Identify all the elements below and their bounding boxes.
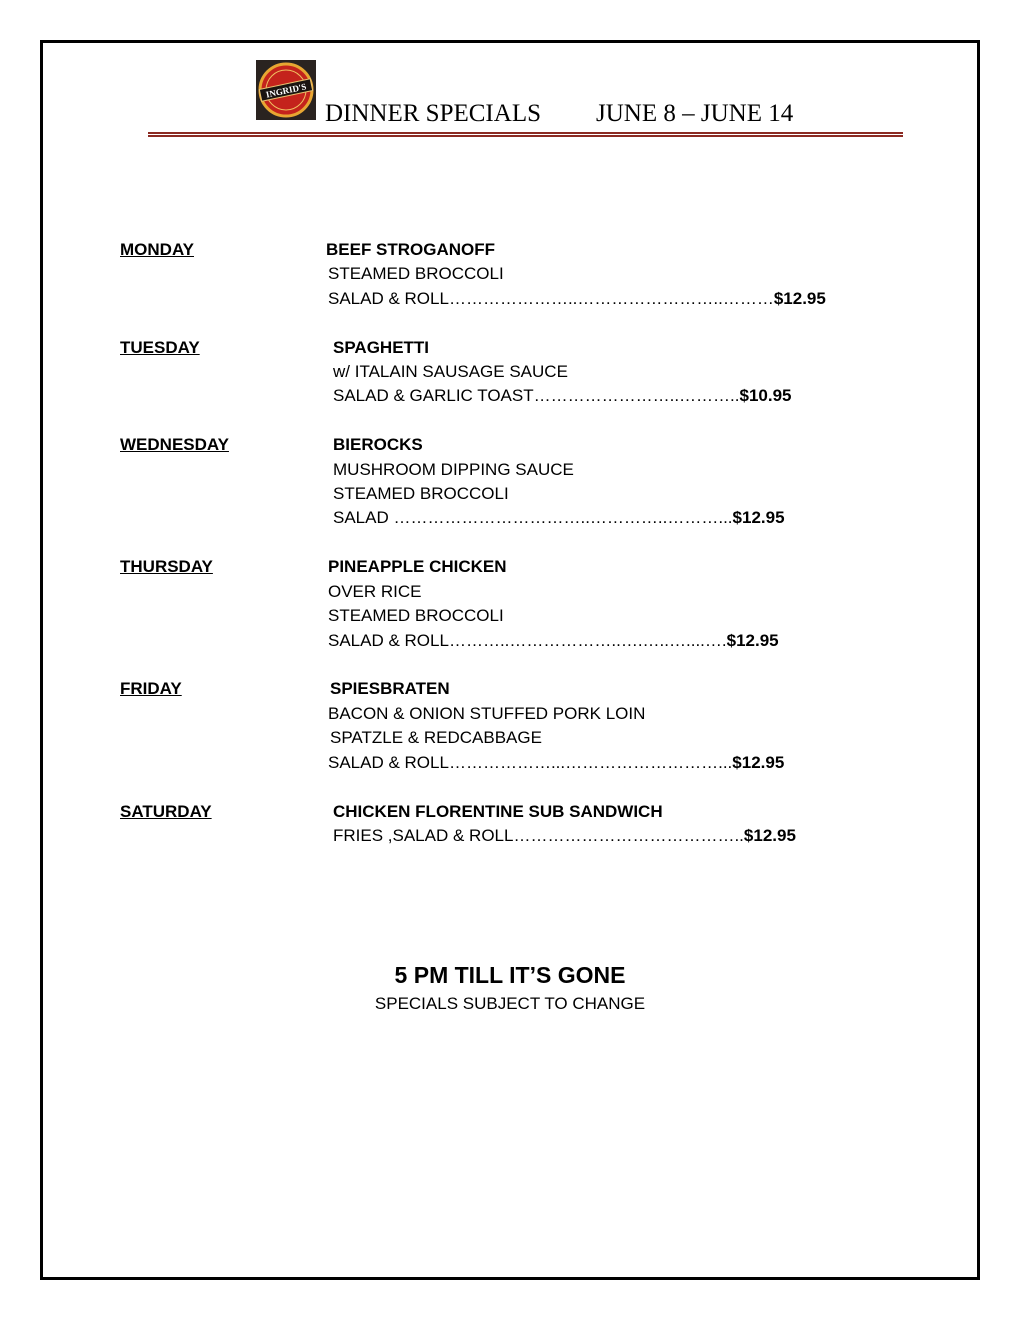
side-line: MUSHROOM DIPPING SAUCE: [333, 460, 574, 479]
price-friday: $12.95: [732, 753, 785, 772]
page-border: [40, 40, 980, 1280]
price-tuesday: $10.95: [739, 386, 792, 405]
price-saturday: $12.95: [743, 826, 796, 845]
side-line: STEAMED BROCCOLI: [328, 606, 504, 625]
side-line: SPATZLE & REDCABBAGE: [330, 728, 542, 747]
dish-monday: BEEF STROGANOFF: [326, 240, 496, 259]
price-thursday: $12.95: [726, 631, 779, 650]
day-thursday: THURSDAY: [120, 557, 213, 576]
disclaimer: SPECIALS SUBJECT TO CHANGE: [374, 994, 646, 1013]
side-line: SALAD & ROLL…………………..……………………..………$12.95: [328, 289, 826, 308]
side-line: SALAD & ROLL………..………………..….…..…....….$12.95: [328, 631, 779, 650]
dish-saturday: CHICKEN FLORENTINE SUB SANDWICH: [333, 802, 663, 821]
dish-thursday: PINEAPPLE CHICKEN: [328, 557, 507, 576]
price-wednesday: $12.95: [732, 508, 785, 527]
side-line: SALAD ……………………………..…………..………...$12.95: [333, 508, 785, 527]
price-monday: $12.95: [773, 289, 826, 308]
page-title: DINNER SPECIALS: [325, 100, 541, 127]
dish-wednesday: BIEROCKS: [333, 435, 423, 454]
side-line: BACON & ONION STUFFED PORK LOIN: [328, 704, 646, 723]
dish-friday: SPIESBRATEN: [330, 679, 450, 698]
day-monday: MONDAY: [120, 240, 194, 259]
side-line: OVER RICE: [328, 582, 422, 601]
day-wednesday: WEDNESDAY: [120, 435, 229, 454]
svg-text:INGRID'S: INGRID'S: [265, 81, 308, 100]
side-line: SALAD & GARLIC TOAST……………………..………..$10.95: [333, 386, 792, 405]
side-line: w/ ITALAIN SAUSAGE SAUCE: [333, 362, 568, 381]
header-rule: [148, 132, 903, 137]
side-line: FRIES ,SALAD & ROLL…………………………………..$12.95: [333, 826, 796, 845]
dish-tuesday: SPAGHETTI: [333, 338, 430, 357]
day-friday: FRIDAY: [120, 679, 182, 698]
side-line: SALAD & ROLL………………...………………………...$12.95: [328, 753, 785, 772]
side-line: STEAMED BROCCOLI: [333, 484, 509, 503]
side-line: STEAMED BROCCOLI: [328, 264, 504, 283]
date-range: JUNE 8 – JUNE 14: [596, 100, 794, 127]
serving-time: 5 PM TILL IT’S GONE: [394, 962, 626, 988]
ingrids-logo: [256, 60, 316, 120]
day-saturday: SATURDAY: [120, 802, 212, 821]
day-tuesday: TUESDAY: [120, 338, 200, 357]
